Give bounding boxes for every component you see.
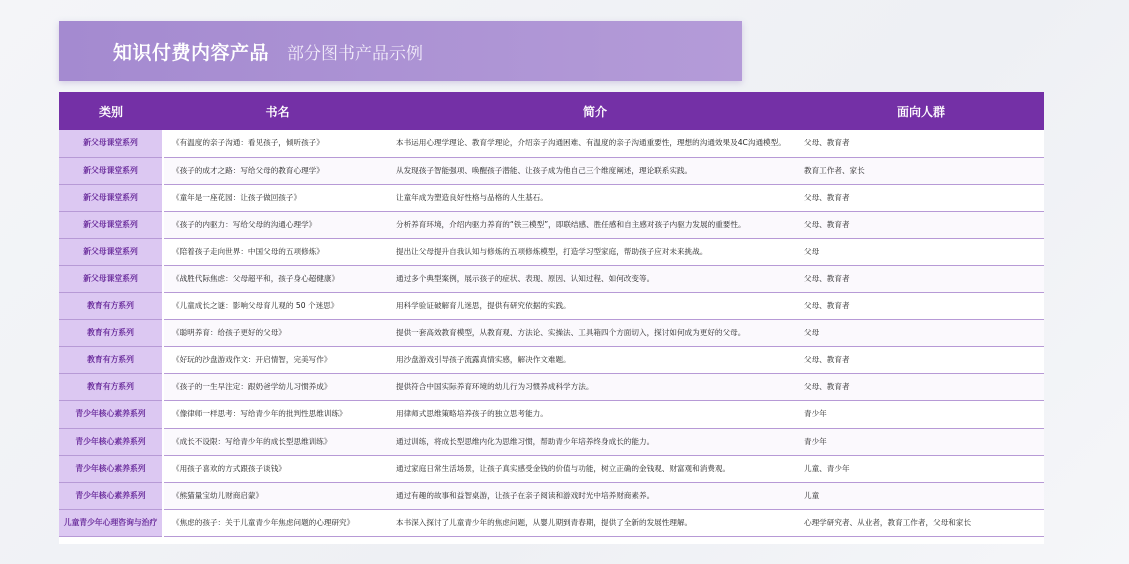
audience-cell: 父母、教育者 — [798, 265, 1044, 292]
audience-cell: 父母 — [798, 238, 1044, 265]
category-cell: 青少年核心素养系列 — [59, 401, 163, 428]
book-title-cell: 《童年是一座花园：让孩子做回孩子》 — [163, 184, 392, 211]
book-title-cell: 《孩子的内驱力：写给父母的沟通心理学》 — [163, 211, 392, 238]
audience-cell: 父母、教育者 — [798, 184, 1044, 211]
audience-cell: 儿童、青少年 — [798, 455, 1044, 482]
category-cell: 新父母课堂系列 — [59, 157, 163, 184]
table-row — [59, 265, 1044, 292]
audience-cell: 儿童 — [798, 482, 1044, 509]
table-row — [59, 238, 1044, 265]
intro-cell: 通过多个典型案例，展示孩子的症状、表现、原因、认知过程、如何改变等。 — [392, 265, 798, 292]
table-row — [59, 509, 1044, 536]
table-row — [59, 184, 1044, 211]
column-header-audience: 面向人群 — [798, 92, 1044, 130]
book-title-cell: 《像律师一样思考：写给青少年的批判性思维训练》 — [163, 401, 392, 428]
intro-cell: 本书深入探讨了儿童青少年的焦虑问题，从婴儿期到青春期，提供了全新的发展性理解。 — [392, 509, 798, 536]
table-row — [59, 374, 1044, 401]
table-row — [59, 320, 1044, 347]
table-row — [59, 428, 1044, 455]
page-subtitle: 部分图书产品示例 — [287, 43, 424, 64]
category-cell: 新父母课堂系列 — [59, 184, 163, 211]
book-title-cell: 《焦虑的孩子：关于儿童青少年焦虑问题的心理研究》 — [163, 509, 392, 536]
book-table-container — [59, 92, 1044, 544]
intro-cell: 提出让父母提升自我认知与修炼的五项修炼模型，打造学习型家庭，帮助孩子应对未来挑战。 — [392, 238, 798, 265]
intro-cell: 通过家庭日常生活场景，让孩子真实感受金钱的价值与功能，树立正确的金钱观、财富观和消费观。 — [392, 455, 798, 482]
category-cell: 新父母课堂系列 — [59, 238, 163, 265]
intro-cell: 用科学验证破解育儿迷思，提供有研究依据的实践。 — [392, 293, 798, 320]
intro-cell: 用律师式思维策略培养孩子的独立思考能力。 — [392, 401, 798, 428]
audience-cell: 教育工作者、家长 — [798, 157, 1044, 184]
book-title-cell: 《孩子的一生早注定：跟奶爸学幼儿习惯养成》 — [163, 374, 392, 401]
table-row — [59, 482, 1044, 509]
title-banner — [59, 21, 742, 81]
column-header-intro: 简介 — [392, 92, 798, 130]
table-row — [59, 347, 1044, 374]
audience-cell: 父母、教育者 — [798, 293, 1044, 320]
book-title-cell: 《熊猫量宝幼儿财商启蒙》 — [163, 482, 392, 509]
intro-cell: 通过有趣的故事和益智桌游，让孩子在亲子阅读和游戏时光中培养财商素养。 — [392, 482, 798, 509]
intro-cell: 分析养育环境，介绍内驱力养育的“铁三模型”，即联结感、胜任感和自主感对孩子内驱力发展的重要性。 — [392, 211, 798, 238]
audience-cell: 父母 — [798, 320, 1044, 347]
audience-cell: 父母、教育者 — [798, 347, 1044, 374]
intro-cell: 用沙盘游戏引导孩子流露真情实感，解决作文难题。 — [392, 347, 798, 374]
page-title: 知识付费内容产品 — [113, 41, 270, 64]
book-title-cell: 《好玩的沙盘游戏作文：开启情智，完美写作》 — [163, 347, 392, 374]
column-header-book: 书名 — [163, 92, 392, 130]
table-header — [59, 92, 1044, 130]
category-cell: 青少年核心素养系列 — [59, 482, 163, 509]
book-title-cell: 《有温度的亲子沟通：看见孩子，倾听孩子》 — [163, 130, 392, 157]
category-cell: 青少年核心素养系列 — [59, 455, 163, 482]
category-cell: 青少年核心素养系列 — [59, 428, 163, 455]
category-cell: 新父母课堂系列 — [59, 130, 163, 157]
category-cell: 新父母课堂系列 — [59, 265, 163, 292]
book-title-cell: 《陪着孩子走向世界：中国父母的五项修炼》 — [163, 238, 392, 265]
table-row — [59, 401, 1044, 428]
book-title-cell: 《用孩子喜欢的方式跟孩子谈钱》 — [163, 455, 392, 482]
category-cell: 教育有方系列 — [59, 347, 163, 374]
book-title-cell: 《孩子的成才之路：写给父母的教育心理学》 — [163, 157, 392, 184]
audience-cell: 青少年 — [798, 401, 1044, 428]
audience-cell: 父母、教育者 — [798, 130, 1044, 157]
table-row — [59, 455, 1044, 482]
table-row — [59, 130, 1044, 157]
book-table — [59, 92, 1044, 537]
intro-cell: 提供符合中国实际养育环境的幼儿行为习惯养成科学方法。 — [392, 374, 798, 401]
intro-cell: 让童年成为塑造良好性格与品格的人生基石。 — [392, 184, 798, 211]
book-title-cell: 《战胜代际焦虑：父母超平和，孩子身心超健康》 — [163, 265, 392, 292]
audience-cell: 心理学研究者、从业者，教育工作者，父母和家长 — [798, 509, 1044, 536]
intro-cell: 提供一套高效教育模型，从教育观、方法论、实操法、工具箱四个方面切入，探讨如何成为更好的父母。 — [392, 320, 798, 347]
category-cell: 教育有方系列 — [59, 320, 163, 347]
book-title-cell: 《成长不设限：写给青少年的成长型思维训练》 — [163, 428, 392, 455]
intro-cell: 本书运用心理学理论、教育学理论，介绍亲子沟通困难、有温度的亲子沟通重要性，理想的沟通效果及4C沟通模型。 — [392, 130, 798, 157]
intro-cell: 通过训练，将成长型思维内化为思维习惯，帮助青少年培养终身成长的能力。 — [392, 428, 798, 455]
table-row — [59, 293, 1044, 320]
audience-cell: 父母、教育者 — [798, 374, 1044, 401]
audience-cell: 父母、教育者 — [798, 211, 1044, 238]
category-cell: 教育有方系列 — [59, 374, 163, 401]
category-cell: 儿童青少年心理咨询与治疗 — [59, 509, 163, 536]
category-cell: 教育有方系列 — [59, 293, 163, 320]
book-title-cell: 《儿童成长之谜：影响父母育儿观的 50 个迷思》 — [163, 293, 392, 320]
intro-cell: 从发现孩子智能强项、唤醒孩子潜能、让孩子成为他自己三个维度阐述，理论联系实践。 — [392, 157, 798, 184]
table-row — [59, 157, 1044, 184]
table-body — [59, 130, 1044, 536]
audience-cell: 青少年 — [798, 428, 1044, 455]
book-title-cell: 《聪明养育：给孩子更好的父母》 — [163, 320, 392, 347]
category-cell: 新父母课堂系列 — [59, 211, 163, 238]
table-row — [59, 211, 1044, 238]
column-header-category: 类别 — [59, 92, 163, 130]
